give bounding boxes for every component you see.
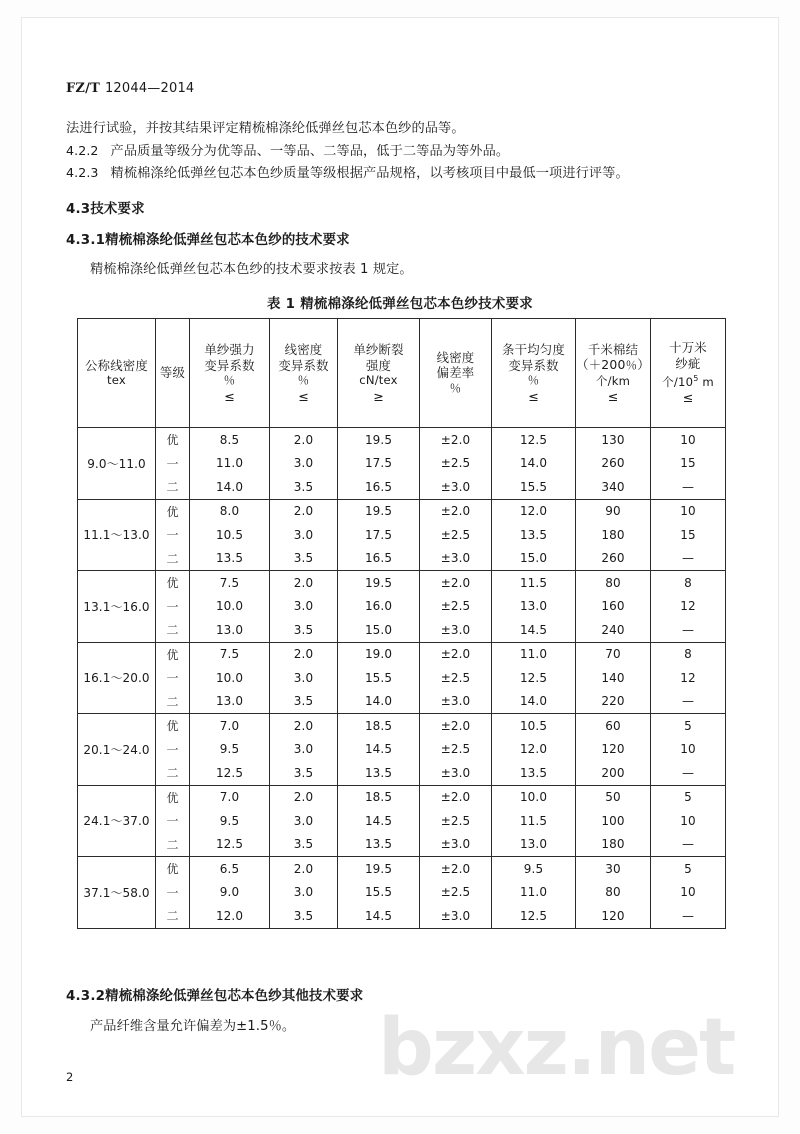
cell-neps: 80	[576, 881, 651, 905]
header-cn-5a: 线密度	[436, 349, 475, 365]
cell-faults: 12	[651, 666, 726, 690]
cell-deviation: ±2.5	[420, 595, 492, 619]
cell-neps: 260	[576, 547, 651, 571]
cell-grade: 一	[156, 738, 190, 762]
cell-deviation: ±2.5	[420, 738, 492, 762]
cell-evenness-cv: 11.5	[492, 571, 576, 595]
table-row	[78, 618, 726, 642]
cell-evenness-cv: 13.0	[492, 595, 576, 619]
cell-nominal-linear-density: 13.1～16.0	[78, 571, 156, 643]
cell-faults: —	[651, 761, 726, 785]
cell-breaking: 17.5	[338, 523, 420, 547]
cell-faults: —	[651, 547, 726, 571]
cell-evenness-cv: 11.0	[492, 642, 576, 666]
cell-density-cv: 2.0	[270, 571, 338, 595]
cell-strength-cv: 9.0	[190, 881, 270, 905]
table-row	[78, 642, 726, 666]
cell-deviation: ±3.0	[420, 547, 492, 571]
header-cn-7b: （＋200％）	[576, 357, 650, 372]
cell-evenness-cv: 13.0	[492, 833, 576, 857]
heading-4-3-text: 技术要求	[90, 202, 145, 217]
cell-faults: 15	[651, 523, 726, 547]
cell-faults: 10	[651, 881, 726, 905]
cell-faults: 10	[651, 428, 726, 452]
cell-deviation: ±3.0	[420, 690, 492, 714]
cell-deviation: ±2.5	[420, 881, 492, 905]
cell-breaking: 13.5	[338, 761, 420, 785]
standard-prefix: FZ/T	[66, 81, 100, 96]
cell-faults: —	[651, 690, 726, 714]
cell-strength-cv: 8.0	[190, 499, 270, 523]
cell-deviation: ±2.0	[420, 499, 492, 523]
cell-grade: 一	[156, 666, 190, 690]
cell-deviation: ±3.0	[420, 618, 492, 642]
col-header-single-yarn-strength-cv	[190, 319, 270, 428]
cell-breaking: 15.5	[338, 881, 420, 905]
header-row	[78, 319, 726, 428]
page-number: 2	[66, 1070, 74, 1084]
cell-breaking: 14.0	[338, 690, 420, 714]
cell-breaking: 19.5	[338, 857, 420, 881]
cell-deviation: ±3.0	[420, 761, 492, 785]
cell-faults: 15	[651, 452, 726, 476]
header-cn-4a: 单纱断裂	[353, 342, 404, 357]
cell-density-cv: 3.0	[270, 595, 338, 619]
watermark-text: bzxz.net	[378, 1003, 735, 1093]
cell-strength-cv: 9.5	[190, 738, 270, 762]
header-unit-2: ％	[223, 373, 236, 387]
cell-faults: —	[651, 475, 726, 499]
cell-density-cv: 2.0	[270, 499, 338, 523]
cell-density-cv: 2.0	[270, 428, 338, 452]
cell-evenness-cv: 10.5	[492, 714, 576, 738]
cell-grade: 优	[156, 857, 190, 881]
cell-grade: 二	[156, 475, 190, 499]
cell-neps: 340	[576, 475, 651, 499]
table-row	[78, 452, 726, 476]
heading-4-3-number: 4.3	[66, 202, 91, 217]
heading-4-3-1	[66, 229, 350, 248]
cell-faults: 5	[651, 785, 726, 809]
cell-density-cv: 3.5	[270, 761, 338, 785]
cell-strength-cv: 7.0	[190, 785, 270, 809]
header-unit-3: ％	[297, 373, 310, 387]
col-header-linear-density-cv	[270, 319, 338, 428]
cell-neps: 200	[576, 761, 651, 785]
cell-neps: 120	[576, 904, 651, 928]
table-row	[78, 595, 726, 619]
col-header-grade	[156, 319, 190, 428]
cell-nominal-linear-density: 9.0～11.0	[78, 428, 156, 500]
cell-deviation: ±2.5	[420, 452, 492, 476]
cell-evenness-cv: 14.5	[492, 618, 576, 642]
cell-grade: 一	[156, 452, 190, 476]
cell-evenness-cv: 12.5	[492, 904, 576, 928]
cell-strength-cv: 11.0	[190, 452, 270, 476]
clause-4-2-2-number: 4.2.2	[66, 143, 99, 158]
header-cn-6b: 变异系数	[508, 357, 559, 373]
page-sheet	[22, 18, 778, 1116]
cell-neps: 260	[576, 452, 651, 476]
table-caption-text: 表 1 精梳棉涤纶低弹丝包芯本色纱技术要求	[267, 297, 533, 312]
cell-evenness-cv: 14.0	[492, 690, 576, 714]
cell-neps: 50	[576, 785, 651, 809]
cell-breaking: 15.0	[338, 618, 420, 642]
header-unit-5: ％	[449, 380, 462, 395]
cell-deviation: ±2.0	[420, 428, 492, 452]
cell-grade: 一	[156, 523, 190, 547]
cell-strength-cv: 12.5	[190, 833, 270, 857]
cell-strength-cv: 8.5	[190, 428, 270, 452]
cell-faults: —	[651, 904, 726, 928]
cell-breaking: 14.5	[338, 809, 420, 833]
cell-evenness-cv: 12.0	[492, 499, 576, 523]
cell-evenness-cv: 11.5	[492, 809, 576, 833]
cell-faults: 5	[651, 857, 726, 881]
cell-breaking: 16.5	[338, 547, 420, 571]
cell-breaking: 17.5	[338, 452, 420, 476]
table-row	[78, 428, 726, 452]
cell-density-cv: 3.5	[270, 547, 338, 571]
cell-grade: 优	[156, 499, 190, 523]
cell-evenness-cv: 13.5	[492, 761, 576, 785]
cell-strength-cv: 13.0	[190, 618, 270, 642]
table-caption	[22, 293, 778, 312]
cell-breaking: 13.5	[338, 833, 420, 857]
table-row	[78, 523, 726, 547]
cell-nominal-linear-density: 11.1～13.0	[78, 499, 156, 571]
table-row	[78, 904, 726, 928]
cell-grade: 二	[156, 904, 190, 928]
cell-density-cv: 3.5	[270, 618, 338, 642]
running-header	[66, 80, 194, 96]
cell-neps: 100	[576, 809, 651, 833]
cell-evenness-cv: 14.0	[492, 452, 576, 476]
header-unit-4: cN/tex	[359, 373, 398, 387]
header-op-4: ≥	[373, 388, 384, 404]
table-row	[78, 690, 726, 714]
cell-faults: 10	[651, 499, 726, 523]
cell-density-cv: 2.0	[270, 642, 338, 666]
col-header-neps-per-km	[576, 319, 651, 428]
cell-nominal-linear-density: 20.1～24.0	[78, 714, 156, 786]
cell-neps: 180	[576, 523, 651, 547]
cell-neps: 220	[576, 690, 651, 714]
header-cn-7a: 千米棉结	[587, 341, 639, 357]
cell-density-cv: 3.0	[270, 666, 338, 690]
cell-evenness-cv: 15.5	[492, 475, 576, 499]
cell-evenness-cv: 13.5	[492, 523, 576, 547]
clause-4-2-2	[66, 143, 509, 160]
cell-breaking: 19.0	[338, 642, 420, 666]
header-op-3: ≤	[298, 388, 309, 404]
heading-4-3-1-text: 精梳棉涤纶低弹丝包芯本色纱的技术要求	[105, 233, 350, 248]
cell-faults: 8	[651, 642, 726, 666]
cell-strength-cv: 10.5	[190, 523, 270, 547]
cell-density-cv: 3.5	[270, 690, 338, 714]
cell-strength-cv: 7.5	[190, 642, 270, 666]
cell-breaking: 14.5	[338, 904, 420, 928]
cell-deviation: ±2.0	[420, 642, 492, 666]
cell-grade: 二	[156, 833, 190, 857]
cell-breaking: 19.5	[338, 499, 420, 523]
cell-density-cv: 3.0	[270, 738, 338, 762]
cell-deviation: ±2.5	[420, 809, 492, 833]
clause-4-2-3-number: 4.2.3	[66, 165, 99, 180]
cell-neps: 60	[576, 714, 651, 738]
cell-grade: 一	[156, 595, 190, 619]
cell-deviation: ±2.0	[420, 571, 492, 595]
cell-breaking: 19.5	[338, 428, 420, 452]
cell-nominal-linear-density: 24.1～37.0	[78, 785, 156, 857]
cell-grade: 优	[156, 714, 190, 738]
header-cn-2b: 变异系数	[204, 357, 255, 373]
cell-density-cv: 3.5	[270, 475, 338, 499]
cell-neps: 140	[576, 666, 651, 690]
table-row	[78, 571, 726, 595]
paragraph-4-3-1-text: 精梳棉涤纶低弹丝包芯本色纱的技术要求按表 1 规定。	[90, 262, 413, 277]
cell-density-cv: 2.0	[270, 714, 338, 738]
cell-grade: 优	[156, 642, 190, 666]
cell-neps: 240	[576, 618, 651, 642]
col-header-evenness-cv	[492, 319, 576, 428]
cell-strength-cv: 10.0	[190, 666, 270, 690]
cell-breaking: 18.5	[338, 785, 420, 809]
cell-faults: 10	[651, 809, 726, 833]
cell-strength-cv: 7.0	[190, 714, 270, 738]
heading-4-3	[66, 198, 145, 217]
cell-density-cv: 2.0	[270, 785, 338, 809]
cell-grade: 二	[156, 547, 190, 571]
cell-neps: 180	[576, 833, 651, 857]
table-row	[78, 499, 726, 523]
table-row	[78, 809, 726, 833]
header-unit-0: tex	[107, 373, 126, 387]
clause-4-2-2-text: 产品质量等级分为优等品、一等品、二等品，低于二等品为等外品。	[110, 144, 510, 159]
cell-deviation: ±2.0	[420, 857, 492, 881]
cell-grade: 优	[156, 571, 190, 595]
table-row	[78, 666, 726, 690]
cell-strength-cv: 7.5	[190, 571, 270, 595]
cell-breaking: 14.5	[338, 738, 420, 762]
cell-strength-cv: 14.0	[190, 475, 270, 499]
paragraph-4-3-1	[90, 262, 413, 278]
cell-breaking: 18.5	[338, 714, 420, 738]
cell-breaking: 15.5	[338, 666, 420, 690]
cell-neps: 160	[576, 595, 651, 619]
continued-paragraph	[66, 121, 465, 137]
header-op-8: ≤	[682, 390, 694, 406]
cell-breaking: 16.5	[338, 475, 420, 499]
header-cn-6a: 条干均匀度	[502, 342, 565, 357]
cell-nominal-linear-density: 16.1～20.0	[78, 642, 156, 714]
cell-neps: 90	[576, 499, 651, 523]
cell-breaking: 16.0	[338, 595, 420, 619]
cell-deviation: ±3.0	[420, 475, 492, 499]
table-row	[78, 738, 726, 762]
cell-strength-cv: 13.0	[190, 690, 270, 714]
continued-text: 法进行试验，并按其结果评定精梳棉涤纶低弹丝包芯本色纱的品等。	[66, 121, 465, 136]
paragraph-4-3-2-text: 产品纤维含量允许偏差为±1.5％。	[90, 1019, 296, 1034]
paragraph-4-3-2	[90, 1019, 295, 1035]
table-row	[78, 833, 726, 857]
cell-faults: 8	[651, 571, 726, 595]
col-header-linear-density-deviation	[420, 319, 492, 428]
table-row	[78, 881, 726, 905]
clause-4-2-3-text: 精梳棉涤纶低弹丝包芯本色纱质量等级根据产品规格，以考核项目中最低一项进行评等。	[110, 166, 629, 181]
cell-density-cv: 3.0	[270, 452, 338, 476]
heading-4-3-2	[66, 985, 363, 1004]
cell-deviation: ±2.5	[420, 666, 492, 690]
header-op-2: ≤	[224, 388, 235, 404]
header-cn-3b: 变异系数	[278, 357, 329, 373]
header-op-6: ≤	[528, 388, 539, 404]
cell-grade: 优	[156, 785, 190, 809]
cell-evenness-cv: 10.0	[492, 785, 576, 809]
header-cn-1: 等级	[159, 365, 186, 381]
cell-strength-cv: 6.5	[190, 857, 270, 881]
cell-faults: 5	[651, 714, 726, 738]
table-row	[78, 475, 726, 499]
cell-density-cv: 3.0	[270, 523, 338, 547]
col-header-breaking-strength	[338, 319, 420, 428]
cell-strength-cv: 9.5	[190, 809, 270, 833]
clause-4-2-3	[66, 165, 629, 182]
cell-deviation: ±2.0	[420, 714, 492, 738]
header-unit-7: 个/km	[595, 373, 631, 388]
cell-evenness-cv: 12.0	[492, 738, 576, 762]
cell-faults: —	[651, 618, 726, 642]
header-unit-6: ％	[527, 373, 540, 387]
header-cn-3a: 线密度	[284, 342, 323, 357]
cell-deviation: ±3.0	[420, 904, 492, 928]
col-header-yarn-faults	[651, 319, 726, 428]
cell-density-cv: 3.0	[270, 809, 338, 833]
cell-evenness-cv: 12.5	[492, 428, 576, 452]
cell-faults: 12	[651, 595, 726, 619]
cell-deviation: ±3.0	[420, 833, 492, 857]
cell-density-cv: 2.0	[270, 857, 338, 881]
header-cn-8a: 十万米	[669, 340, 707, 356]
heading-4-3-2-text: 精梳棉涤纶低弹丝包芯本色纱其他技术要求	[105, 989, 364, 1004]
header-op-7: ≤	[607, 389, 619, 404]
cell-breaking: 19.5	[338, 571, 420, 595]
cell-faults: —	[651, 833, 726, 857]
header-cn-5b: 偏差率	[436, 365, 475, 381]
cell-deviation: ±2.0	[420, 785, 492, 809]
table-row	[78, 857, 726, 881]
cell-strength-cv: 12.5	[190, 761, 270, 785]
cell-grade: 一	[156, 809, 190, 833]
spec-table-body	[78, 428, 726, 929]
cell-density-cv: 3.5	[270, 904, 338, 928]
table-row	[78, 785, 726, 809]
cell-evenness-cv: 12.5	[492, 666, 576, 690]
cell-grade: 二	[156, 618, 190, 642]
spec-table-head	[78, 319, 726, 428]
cell-neps: 70	[576, 642, 651, 666]
cell-deviation: ±2.5	[420, 523, 492, 547]
cell-nominal-linear-density: 37.1～58.0	[78, 857, 156, 929]
cell-density-cv: 3.5	[270, 833, 338, 857]
cell-strength-cv: 13.5	[190, 547, 270, 571]
spec-table	[77, 318, 726, 929]
cell-evenness-cv: 9.5	[492, 857, 576, 881]
cell-grade: 一	[156, 881, 190, 905]
cell-neps: 80	[576, 571, 651, 595]
cell-neps: 30	[576, 857, 651, 881]
spec-table-wrapper	[77, 318, 725, 929]
cell-strength-cv: 10.0	[190, 595, 270, 619]
cell-strength-cv: 12.0	[190, 904, 270, 928]
heading-4-3-2-number: 4.3.2	[66, 989, 106, 1004]
header-cn-8b: 纱疵	[675, 355, 701, 371]
cell-neps: 130	[576, 428, 651, 452]
cell-grade: 二	[156, 761, 190, 785]
cell-grade: 二	[156, 690, 190, 714]
cell-faults: 10	[651, 738, 726, 762]
table-row	[78, 761, 726, 785]
cell-neps: 120	[576, 738, 651, 762]
heading-4-3-1-number: 4.3.1	[66, 233, 106, 248]
col-header-nominal-linear-density	[78, 319, 156, 428]
header-unit-8: 个$/10^5$ m	[662, 374, 714, 389]
header-cn-0: 公称线密度	[85, 357, 148, 373]
cell-grade: 优	[156, 428, 190, 452]
header-cn-2a: 单纱强力	[204, 342, 255, 357]
header-cn-4b: 强度	[365, 357, 392, 373]
standard-number: 12044—2014	[104, 81, 195, 96]
table-row	[78, 714, 726, 738]
cell-evenness-cv: 15.0	[492, 547, 576, 571]
table-row	[78, 547, 726, 571]
cell-density-cv: 3.0	[270, 881, 338, 905]
cell-evenness-cv: 11.0	[492, 881, 576, 905]
